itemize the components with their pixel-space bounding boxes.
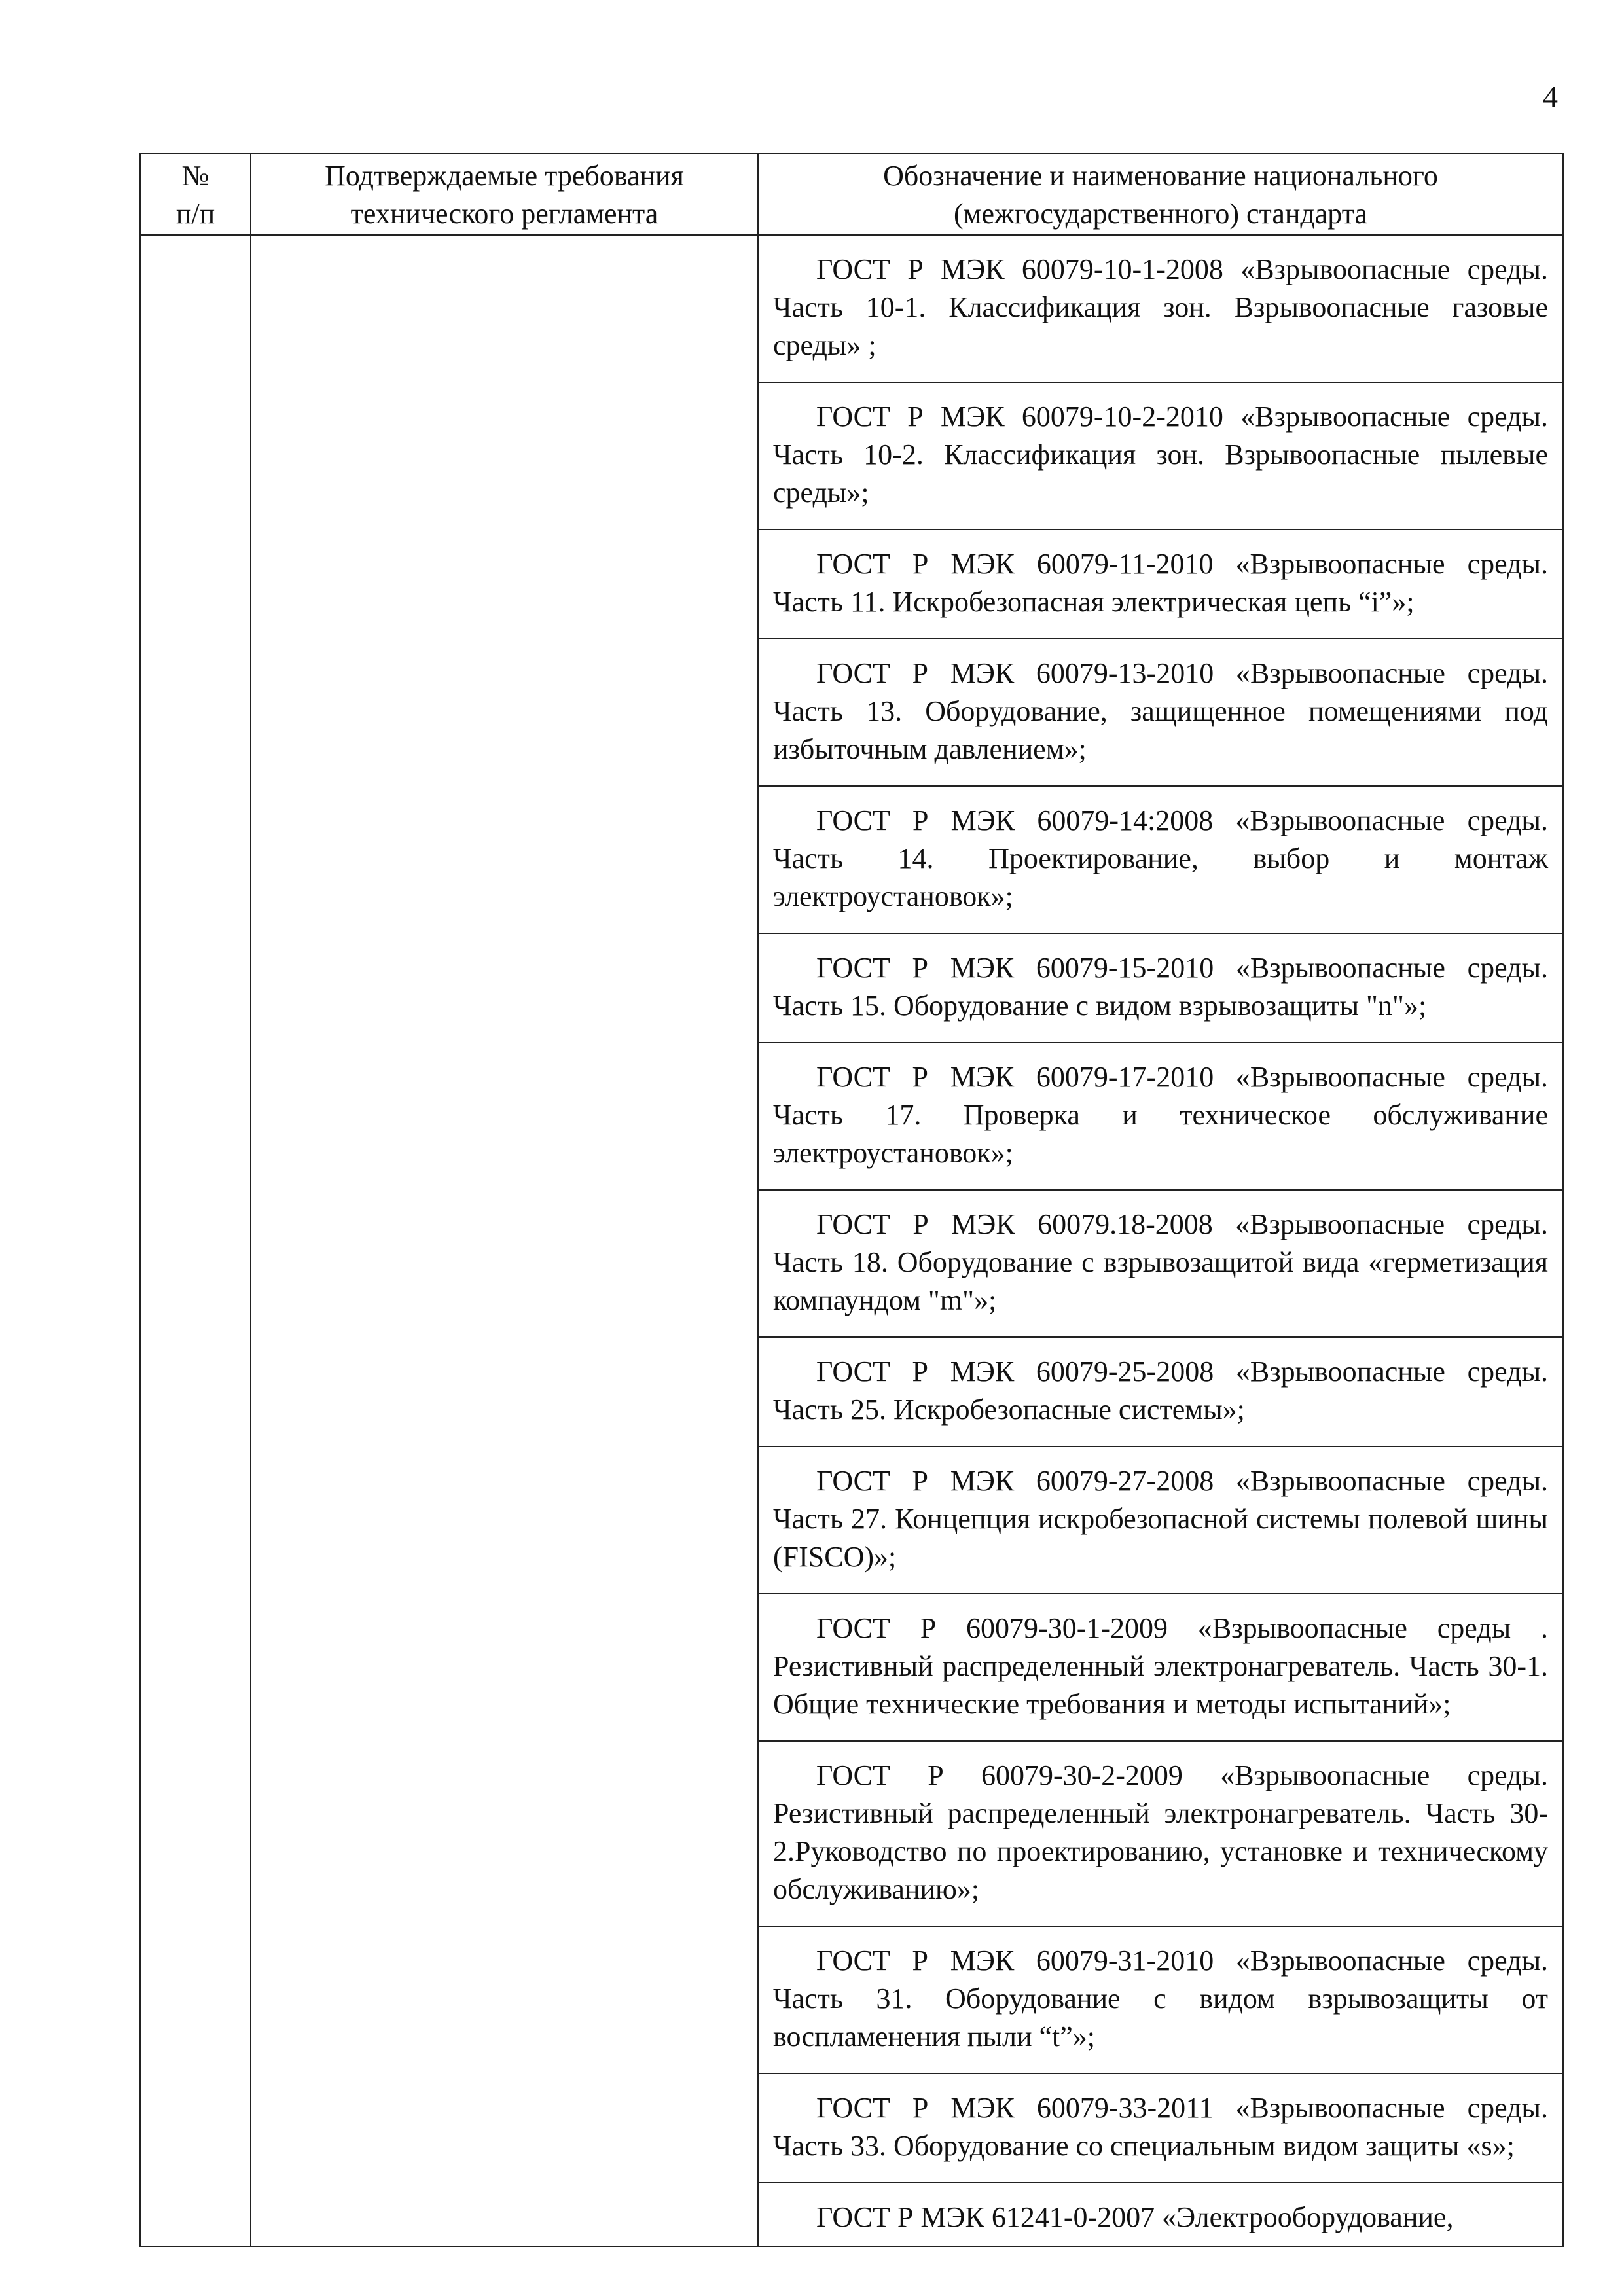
table-header-row	[140, 154, 1563, 235]
standards-cell	[758, 235, 1563, 2246]
standard-entry: ГОСТ Р МЭК 60079-17-2010 «Взрывоопасные среды. Часть 17. Проверка и техническое обслуживание электроустановок»;	[759, 1043, 1562, 1191]
header-standard: Обозначение и наименование национального (межгосударственного) стандарта	[758, 154, 1563, 235]
standard-entry: ГОСТ Р 60079-30-1-2009 «Взрывоопасные среды . Резистивный распределенный электронагреватель. Часть 30-1. Общие технические требования и методы испытаний»;	[759, 1594, 1562, 1742]
standard-entry: ГОСТ Р МЭК 61241-0-2007 «Электрооборудование,	[816, 2201, 1454, 2233]
standard-entry: ГОСТ Р МЭК 60079-31-2010 «Взрывоопасные среды. Часть 31. Оборудование с видом взрывозащиты от воспламенения пыли “t”»;	[759, 1927, 1562, 2074]
standard-entry: ГОСТ Р МЭК 60079-27-2008 «Взрывоопасные среды. Часть 27. Концепция искробезопасной системы полевой шины (FISCO)»;	[759, 1447, 1562, 1594]
header-number: № п/п	[140, 154, 251, 235]
standard-entry: ГОСТ Р МЭК 60079-11-2010 «Взрывоопасные среды. Часть 11. Искробезопасная электрическая цепь “i”»;	[759, 530, 1562, 639]
table-row	[140, 235, 1563, 2246]
requirements-cell	[251, 235, 758, 2246]
number-cell	[140, 235, 251, 2246]
standard-entry: ГОСТ Р МЭК 60079-15-2010 «Взрывоопасные среды. Часть 15. Оборудование с видом взрывозащиты "n"»;	[759, 934, 1562, 1043]
standard-entry: ГОСТ Р МЭК 60079-14:2008 «Взрывоопасные среды. Часть 14. Проектирование, выбор и монтаж электроустановок»;	[759, 787, 1562, 934]
standards-list	[773, 236, 1548, 2246]
standard-entry: ГОСТ Р МЭК 60079-10-1-2008 «Взрывоопасные среды. Часть 10-1. Классификация зон. Взрывоопасные газовые среды» ;	[759, 236, 1562, 383]
page-number: 4	[1543, 80, 1558, 113]
standard-entry: ГОСТ Р МЭК 60079-13-2010 «Взрывоопасные среды. Часть 13. Оборудование, защищенное помещениями под избыточным давлением»;	[759, 639, 1562, 787]
standards-table	[139, 153, 1564, 2247]
standard-entry: ГОСТ Р МЭК 60079-25-2008 «Взрывоопасные среды. Часть 25. Искробезопасные системы»;	[759, 1338, 1562, 1447]
standard-entry: ГОСТ Р МЭК 60079-33-2011 «Взрывоопасные среды. Часть 33. Оборудование со специальным видом защиты «s»;	[759, 2074, 1562, 2183]
header-requirements: Подтверждаемые требования технического регламента	[251, 154, 758, 235]
standard-entry: ГОСТ Р МЭК 60079-10-2-2010 «Взрывоопасные среды. Часть 10-2. Классификация зон. Взрывоопасные пылевые среды»;	[759, 383, 1562, 530]
standard-entry: ГОСТ Р МЭК 60079.18-2008 «Взрывоопасные среды. Часть 18. Оборудование с взрывозащитой вида «герметизация компаундом "m"»;	[759, 1191, 1562, 1338]
standard-entry: ГОСТ Р 60079-30-2-2009 «Взрывоопасные среды. Резистивный распределенный электронагреватель. Часть 30-2.Руководство по проектированию, установке и техническому обслуживанию»;	[759, 1742, 1562, 1927]
